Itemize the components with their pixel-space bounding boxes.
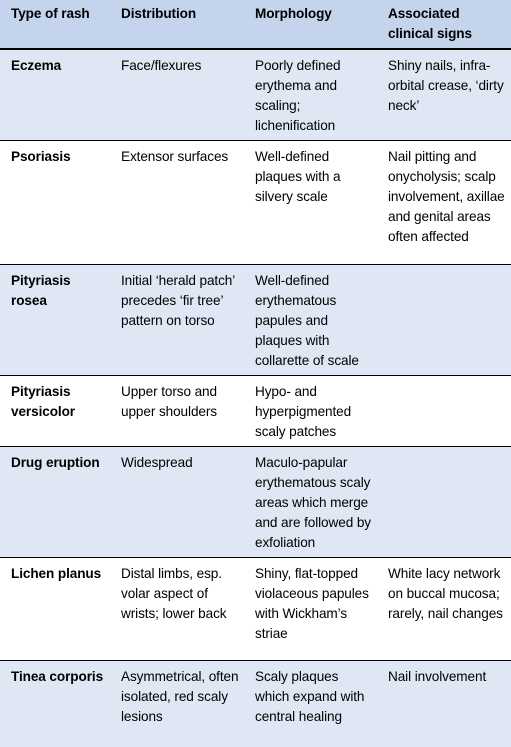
table-body <box>0 49 511 747</box>
cell-type: Drug eruption <box>0 447 110 558</box>
cell-distribution: Asymmetrical, often isolated, red scaly lesions <box>110 661 244 747</box>
cell-morphology: Well-defined plaques with a silvery scale <box>244 141 377 265</box>
table-row-pityriasis-rosea <box>0 265 511 376</box>
cell-signs: Nail involvement <box>377 661 511 747</box>
table-row-drug-eruption <box>0 447 511 558</box>
header-distribution: Distribution <box>110 0 244 49</box>
cell-signs <box>377 376 511 447</box>
cell-distribution: Distal limbs, esp. volar aspect of wrists; lower back <box>110 558 244 661</box>
cell-type: Eczema <box>0 49 110 141</box>
cell-morphology: Maculo-papular erythematous scaly areas which merge and are followed by exfoliation <box>244 447 377 558</box>
cell-signs: Shiny nails, infra-orbital crease, ‘dirty neck’ <box>377 49 511 141</box>
cell-morphology: Poorly defined erythema and scaling; lichenification <box>244 49 377 141</box>
cell-distribution: Upper torso and upper shoulders <box>110 376 244 447</box>
cell-signs <box>377 447 511 558</box>
cell-type: Pityriasis versicolor <box>0 376 110 447</box>
table-row-psoriasis <box>0 141 511 265</box>
cell-distribution: Initial ‘herald patch’ precedes ‘fir tree’ pattern on torso <box>110 265 244 376</box>
header-morphology: Morphology <box>244 0 377 49</box>
cell-morphology: Well-defined erythematous papules and plaques with collarette of scale <box>244 265 377 376</box>
cell-type: Psoriasis <box>0 141 110 265</box>
table-row-tinea-corporis <box>0 661 511 747</box>
cell-morphology: Hypo- and hyperpigmented scaly patches <box>244 376 377 447</box>
header-associated-clinical-signs: Associated clinical signs <box>377 0 511 49</box>
cell-signs <box>377 265 511 376</box>
table-header <box>0 0 511 49</box>
cell-distribution: Face/flexures <box>110 49 244 141</box>
table-row-lichen-planus <box>0 558 511 661</box>
cell-distribution: Widespread <box>110 447 244 558</box>
cell-type: Pityriasis rosea <box>0 265 110 376</box>
cell-type: Lichen planus <box>0 558 110 661</box>
cell-morphology: Shiny, flat-topped violaceous papules with Wickham’s striae <box>244 558 377 661</box>
cell-signs: White lacy network on buccal mucosa; rarely, nail changes <box>377 558 511 661</box>
table-row-eczema <box>0 49 511 141</box>
table-row-pityriasis-versicolor <box>0 376 511 447</box>
cell-morphology: Scaly plaques which expand with central healing <box>244 661 377 747</box>
cell-type: Tinea corporis <box>0 661 110 747</box>
cell-distribution: Extensor surfaces <box>110 141 244 265</box>
header-row <box>0 0 511 49</box>
cell-signs: Nail pitting and onycholysis; scalp involvement, axillae and genital areas often affected <box>377 141 511 265</box>
header-type-of-rash: Type of rash <box>0 0 110 49</box>
